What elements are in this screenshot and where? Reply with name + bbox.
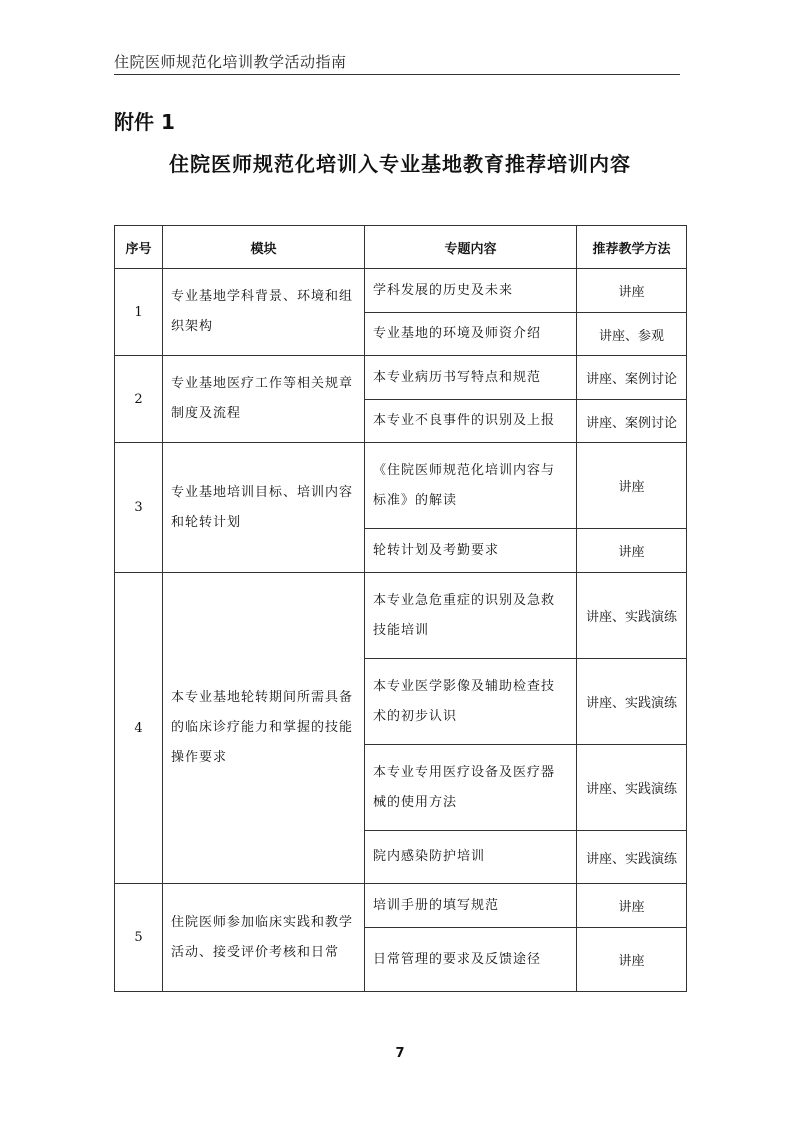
document-title: 住院医师规范化培训入专业基地教育推荐培训内容 [169,152,631,176]
method-cell: 讲座 [577,529,687,573]
row-number: 5 [115,884,163,992]
module-cell: 专业基地学科背景、环境和组织架构 [163,269,365,356]
row-number: 1 [115,269,163,356]
method-cell: 讲座、实践演练 [577,745,687,831]
topic-cell: 轮转计划及考勤要求 [365,529,577,573]
topic-cell: 本专业急危重症的识别及急救技能培训 [365,573,577,659]
method-cell: 讲座 [577,884,687,928]
method-cell: 讲座 [577,928,687,992]
module-cell: 住院医师参加临床实践和教学活动、接受评价考核和日常 [163,884,365,992]
row-number: 3 [115,443,163,573]
row-number: 4 [115,573,163,884]
table-row [115,884,687,928]
method-cell: 讲座、案例讨论 [577,356,687,400]
table-row [115,443,687,529]
module-cell: 本专业基地轮转期间所需具备的临床诊疗能力和掌握的技能操作要求 [163,573,365,884]
method-cell: 讲座、实践演练 [577,831,687,884]
module-cell: 专业基地医疗工作等相关规章制度及流程 [163,356,365,443]
method-cell: 讲座、实践演练 [577,659,687,745]
method-cell: 讲座 [577,443,687,529]
topic-cell: 本专业医学影像及辅助检查技术的初步认识 [365,659,577,745]
table-header-row [115,226,687,269]
method-cell: 讲座、实践演练 [577,573,687,659]
topic-cell: 院内感染防护培训 [365,831,577,884]
topic-cell: 本专业不良事件的识别及上报 [365,400,577,443]
header-rule [114,74,680,75]
topic-cell: 日常管理的要求及反馈途径 [365,928,577,992]
topic-cell: 《住院医师规范化培训内容与标准》的解读 [365,443,577,529]
running-header: 住院医师规范化培训教学活动指南 [114,53,347,71]
topic-cell: 培训手册的填写规范 [365,884,577,928]
header-index: 序号 [115,226,163,269]
header-module: 模块 [163,226,365,269]
module-cell: 专业基地培训目标、培训内容和轮转计划 [163,443,365,573]
method-cell: 讲座 [577,269,687,313]
topic-cell: 本专业病历书写特点和规范 [365,356,577,400]
table-row [115,269,687,313]
topic-cell: 专业基地的环境及师资介绍 [365,313,577,356]
table-row [115,573,687,659]
page-number: 7 [395,1046,405,1061]
topic-cell: 本专业专用医疗设备及医疗器械的使用方法 [365,745,577,831]
training-content-table [114,225,687,992]
attachment-label: 附件 1 [114,110,175,134]
header-method: 推荐教学方法 [577,226,687,269]
topic-cell: 学科发展的历史及未来 [365,269,577,313]
table-row [115,356,687,400]
method-cell: 讲座、参观 [577,313,687,356]
header-topic: 专题内容 [365,226,577,269]
method-cell: 讲座、案例讨论 [577,400,687,443]
row-number: 2 [115,356,163,443]
